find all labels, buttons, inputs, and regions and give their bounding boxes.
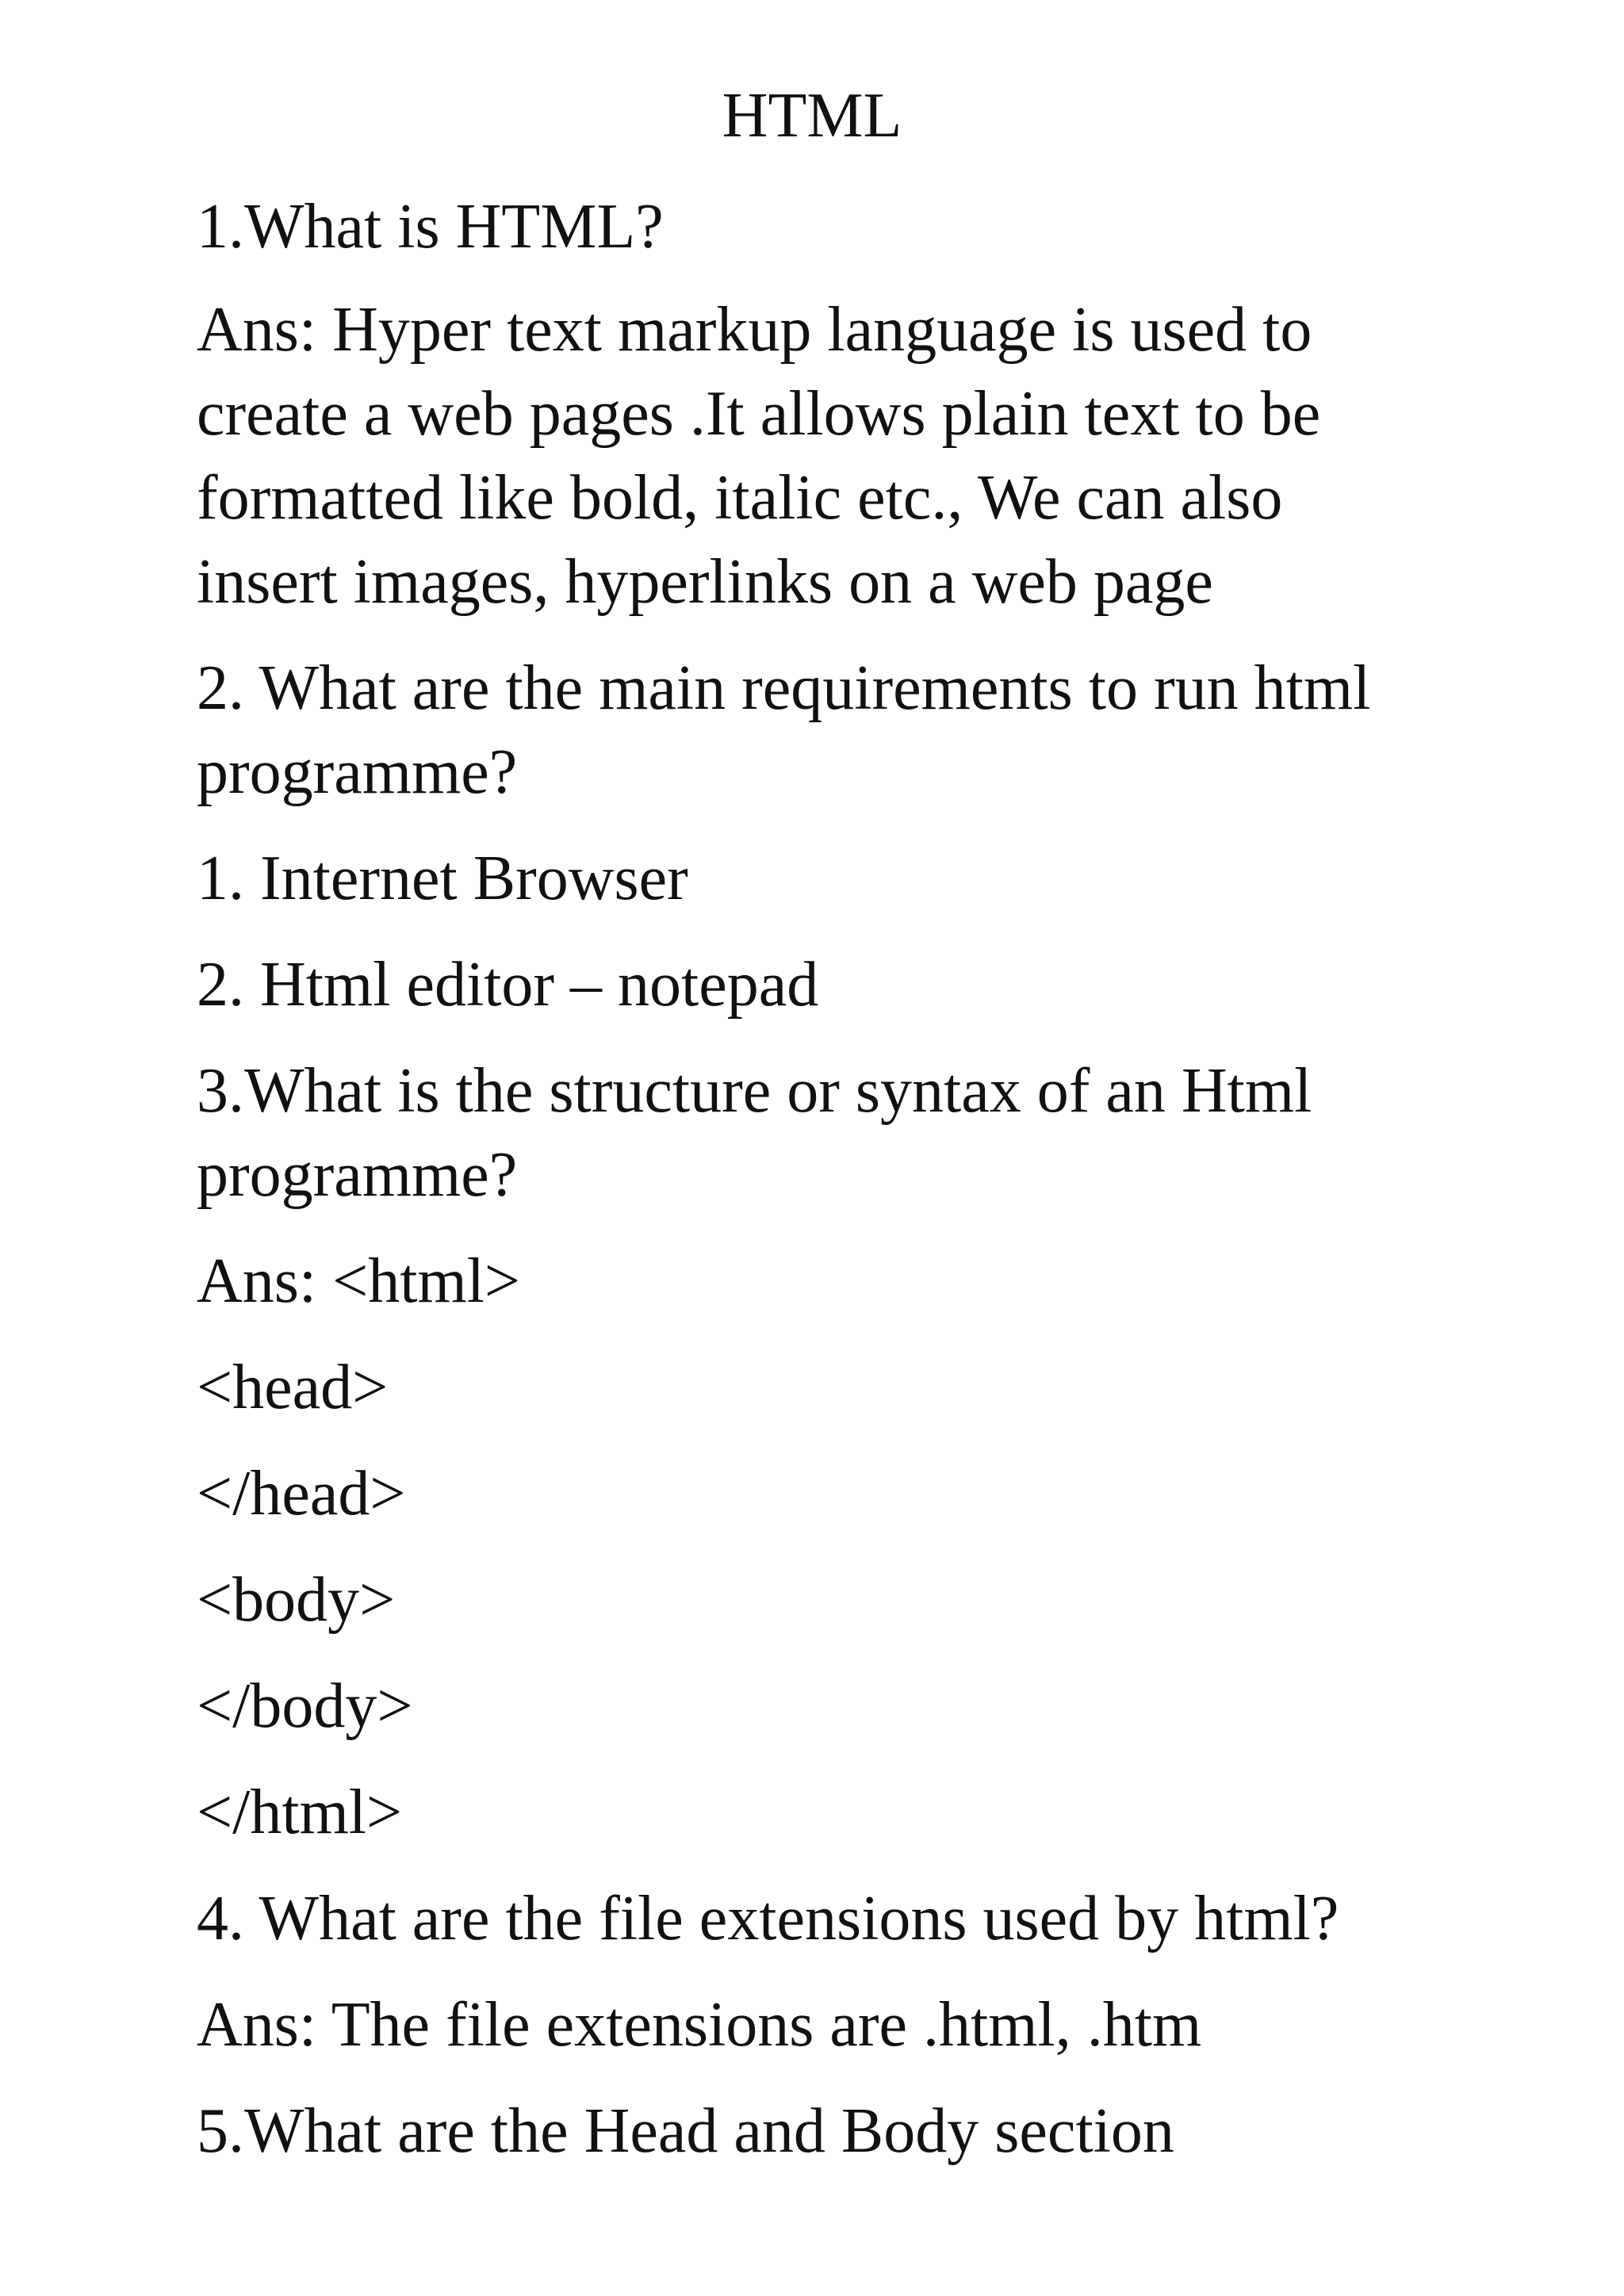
answer-1-line-2: create a web pages .It allows plain text to be: [197, 379, 1321, 449]
question-4: 4. What are the file extensions used by html?: [197, 1884, 1339, 1954]
answer-3-line-6: </html>: [197, 1777, 403, 1847]
question-3-line-1: 3.What is the structure or syntax of an Html: [197, 1056, 1312, 1126]
answer-1-line-1: Ans: Hyper text markup language is used to: [197, 295, 1312, 365]
answer-3-line-5: </body>: [197, 1671, 413, 1741]
question-1: 1.What is HTML?: [197, 192, 664, 262]
answer-3-line-4: <body>: [197, 1565, 396, 1635]
document-title: HTML: [722, 81, 902, 151]
requirement-item-1: 1. Internet Browser: [197, 844, 688, 913]
requirement-item-2: 2. Html editor – notepad: [197, 950, 819, 1020]
question-2-line-2: programme?: [197, 737, 518, 807]
answer-3-line-2: <head>: [197, 1353, 389, 1422]
answer-1-line-4: insert images, hyperlinks on a web page: [197, 547, 1213, 617]
answer-4: Ans: The file extensions are .html, .htm: [197, 1990, 1202, 2060]
answer-3-line-1: Ans: <html>: [197, 1246, 521, 1316]
answer-3-line-3: </head>: [197, 1459, 406, 1529]
question-2-line-1: 2. What are the main requirements to run html: [197, 653, 1371, 723]
question-3-line-2: programme?: [197, 1140, 518, 1210]
question-5: 5.What are the Head and Body section: [197, 2096, 1174, 2166]
answer-1-line-3: formatted like bold, italic etc., We can also: [197, 463, 1283, 533]
